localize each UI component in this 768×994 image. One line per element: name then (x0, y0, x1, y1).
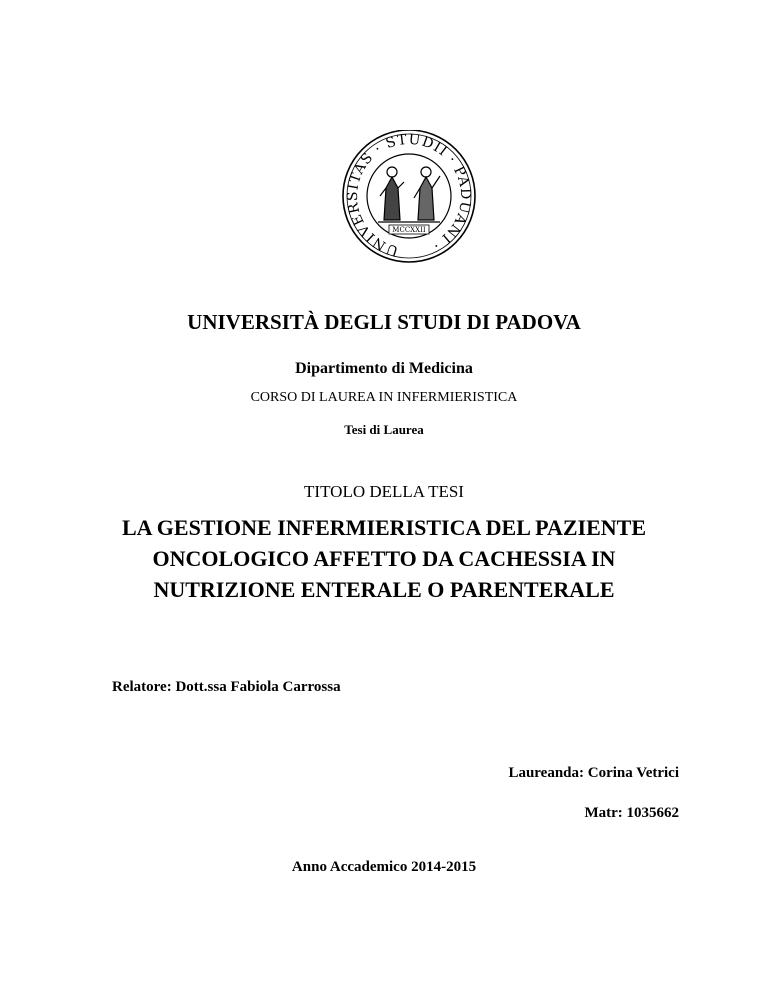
thesis-title (0, 512, 768, 605)
course-name: CORSO DI LAUREA IN INFERMIERISTICA (250, 390, 518, 405)
matricola-number: Matr: 1035662 (584, 805, 679, 821)
thesis-title-line: LA GESTIONE INFERMIERISTICA DEL PAZIENTE (121, 515, 647, 540)
svg-text:UNIVERSITAS · STUDII · PADUANI: UNIVERSITAS · STUDII · PADUANI · (345, 131, 474, 259)
candidate-name: Laureanda: Corina Vetrici (508, 765, 679, 781)
university-name: UNIVERSITÀ DEGLI STUDI DI PADOVA (187, 310, 581, 334)
thesis-title-line: ONCOLOGICO AFFETTO DA CACHESSIA IN (152, 546, 616, 571)
academic-year: Anno Accademico 2014-2015 (291, 859, 477, 875)
advisor-name: Relatore: Dott.ssa Fabiola Carrossa (112, 679, 341, 695)
svg-text:MCCXXII: MCCXXII (392, 226, 426, 234)
thesis-title-line: NUTRIZIONE ENTERALE O PARENTERALE (153, 577, 615, 602)
thesis-type: Tesi di Laurea (344, 422, 424, 437)
university-seal-icon (334, 130, 484, 265)
department-name: Dipartimento di Medicina (295, 360, 473, 377)
thesis-title-label: TITOLO DELLA TESI (304, 482, 464, 501)
